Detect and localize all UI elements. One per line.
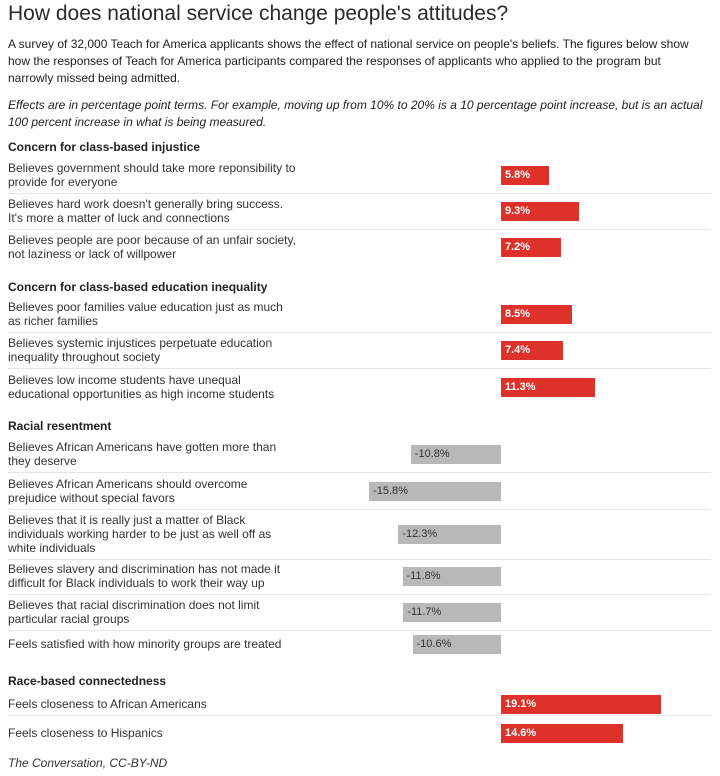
bar-mark	[398, 525, 501, 544]
note-text: Effects are in percentage point terms. For example, moving up from 10% to 20% is a 10 percentage point increase, but is an actual 100 percent increase in what is being measured.	[8, 98, 703, 129]
row-label: Feels closeness to African Americans	[8, 697, 207, 711]
row-label: Believes slavery and discrimination has not made it difficult for Black individuals to work their way up	[8, 562, 281, 590]
bar-mark	[501, 166, 549, 185]
row-divider	[8, 630, 711, 631]
row-label: Believes hard work doesn't generally bring success. It's more a matter of luck and connections	[8, 197, 284, 225]
category-heading: Concern for class-based education inequality	[8, 280, 268, 294]
bar-mark	[501, 238, 561, 257]
source-credit: The Conversation, CC-BY-ND	[8, 756, 168, 770]
bar-mark	[369, 482, 501, 501]
bar-value-label: 5.8%	[505, 169, 531, 181]
bar-value-label: 11.3%	[505, 381, 536, 393]
bar-mark	[501, 724, 623, 743]
bar-mark	[413, 635, 502, 654]
bar-mark	[501, 305, 572, 324]
row-divider	[8, 509, 711, 510]
bar-mark	[501, 341, 563, 360]
page-title: How does national service change people's attitudes?	[8, 2, 509, 25]
row-divider	[8, 368, 711, 369]
category-heading: Race-based connectedness	[8, 674, 167, 688]
row-label: Believes government should take more reponsibility to provide for everyone	[8, 161, 296, 189]
bar-value-label: -15.8%	[373, 485, 408, 497]
row-label: Believes that racial discrimination does not limit particular racial groups	[8, 598, 260, 626]
bar-mark	[403, 603, 501, 622]
row-label: Believes people are poor because of an unfair society, not laziness or lack of willpower	[8, 233, 296, 261]
row-label: Feels closeness to Hispanics	[8, 726, 163, 740]
row-label: Believes African Americans have gotten more than they deserve	[8, 440, 277, 468]
bar-mark	[403, 567, 502, 586]
row-label: Believes African Americans should overcome prejudice without special favors	[8, 477, 248, 505]
bar-value-label: 7.2%	[505, 241, 531, 253]
row-label: Believes low income students have unequal educational opportunities as high income students	[8, 373, 275, 401]
row-label: Feels satisfied with how minority groups are treated	[8, 637, 282, 651]
bar-mark	[411, 445, 501, 464]
bar-value-label: 14.6%	[505, 727, 537, 739]
row-label: Believes that it is really just a matter of Black individuals working harder to be just as well off as white individuals	[8, 513, 272, 555]
bar-value-label: 8.5%	[505, 308, 531, 320]
bar-value-label: -11.8%	[406, 570, 441, 582]
category-heading: Racial resentment	[8, 419, 112, 433]
row-divider	[8, 472, 711, 473]
row-divider	[8, 594, 711, 595]
bar-value-label: -12.3%	[402, 528, 438, 540]
bar-value-label: 19.1%	[505, 698, 537, 710]
row-divider	[8, 229, 711, 230]
intro-text: A survey of 32,000 Teach for America applicants shows the effect of national service on people's beliefs. The figures below show how the responses of Teach for America participants compared the responses of applicants who applied to the program but narrowly missed being admitted.	[8, 37, 689, 85]
row-divider	[8, 559, 711, 560]
row-divider	[8, 715, 711, 716]
bar-value-label: -10.6%	[416, 638, 452, 650]
bar-value-label: 7.4%	[505, 344, 531, 356]
bar-mark	[501, 202, 579, 221]
row-label: Believes systemic injustices perpetuate education inequality throughout society	[8, 336, 273, 364]
bar-mark	[501, 378, 595, 397]
bar-mark	[501, 695, 661, 714]
row-divider	[8, 332, 711, 333]
bar-value-label: -11.7%	[407, 606, 442, 618]
row-label: Believes poor families value education just as much as richer families	[8, 300, 283, 328]
bar-value-label: -10.8%	[414, 448, 450, 460]
category-heading: Concern for class-based injustice	[8, 140, 201, 154]
bar-value-label: 9.3%	[505, 205, 531, 217]
row-divider	[8, 193, 711, 194]
